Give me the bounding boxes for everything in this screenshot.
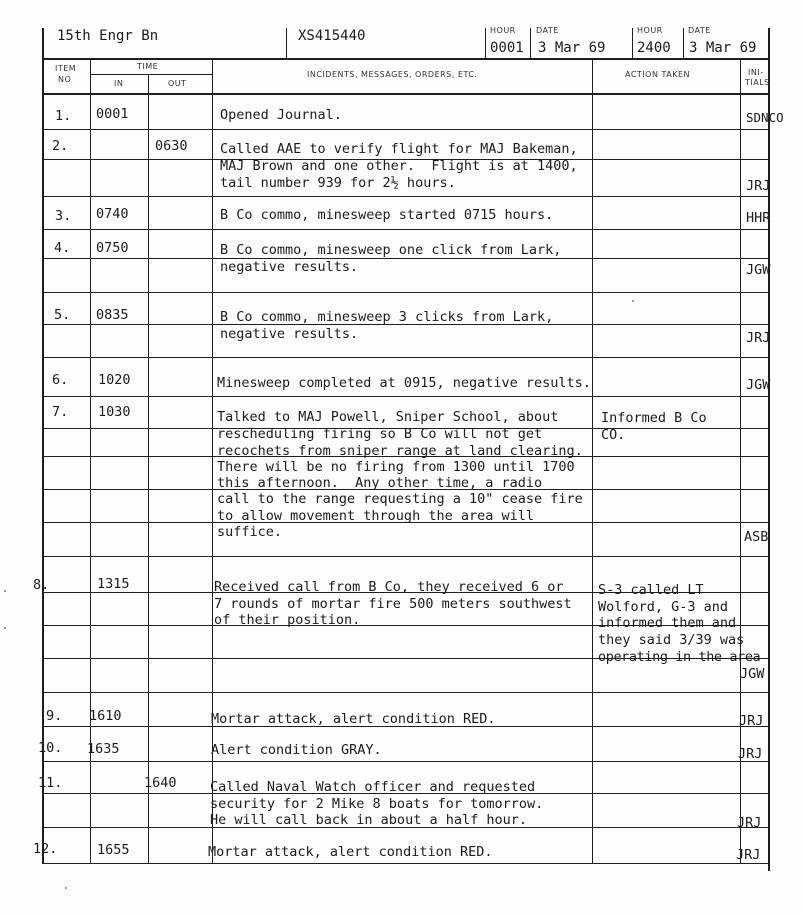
time-in: 1315	[97, 576, 130, 592]
incident-text: suffice.	[217, 524, 283, 540]
initials: JGW	[746, 262, 771, 278]
date-label-to: DATE	[688, 26, 711, 35]
time-in: 1655	[97, 842, 130, 858]
col-item-label: ITEM	[55, 64, 77, 73]
frame-header-bottom	[42, 58, 770, 60]
time-in: 1020	[98, 372, 131, 388]
action-text: informed them and	[598, 615, 737, 631]
time-in: 1030	[98, 404, 131, 420]
hour-label-to: HOUR	[637, 26, 663, 35]
frame-right	[768, 28, 770, 871]
time-in: 0740	[96, 206, 129, 222]
from-date: 3 Mar 69	[538, 40, 606, 56]
time-in: 0835	[96, 307, 129, 323]
scan-speck	[4, 590, 6, 592]
action-text: CO.	[601, 427, 626, 443]
time-out: 1640	[144, 775, 177, 791]
incident-text: Called AAE to verify flight for MAJ Bakeman,	[220, 141, 578, 157]
initials: JRJ	[746, 178, 771, 194]
action-text: operating in the area	[598, 649, 761, 665]
incident-text: There will be no firing from 1300 until 1700	[217, 459, 575, 475]
scan-speck	[65, 887, 67, 889]
frame-colhead-bottom	[42, 93, 770, 95]
initials: JGW	[746, 377, 771, 393]
item-number: 6.	[52, 372, 69, 388]
item-number: 4.	[54, 240, 71, 256]
col-initials-label-2: TIALS	[745, 78, 770, 87]
item-number: 2.	[52, 138, 69, 154]
incident-text: B Co commo, minesweep one click from Lark,	[220, 242, 562, 258]
time-in: 1610	[89, 708, 122, 724]
initials: ASB	[744, 529, 769, 545]
item-number: 12.	[33, 841, 58, 857]
scan-speck	[4, 627, 6, 629]
item-number: 8.	[33, 577, 50, 593]
action-text: they said 3/39 was	[598, 632, 745, 648]
incident-text: call to the range requesting a 10" cease fire	[217, 491, 583, 507]
action-text: Wolford, G-3 and	[598, 599, 729, 615]
col-time-label: TIME	[137, 62, 159, 71]
incident-text: B Co commo, minesweep 3 clicks from Lark,	[220, 309, 554, 325]
time-in: 0001	[96, 106, 129, 122]
incident-text: this afternoon. Any other time, a radio	[217, 475, 543, 491]
col-line-action	[740, 58, 741, 864]
item-number: 1.	[55, 108, 72, 124]
incident-text: recochets from sniper range at land clearing.	[217, 443, 583, 459]
incident-text: negative results.	[220, 326, 359, 342]
hour-label-from: HOUR	[490, 26, 516, 35]
item-number: 10.	[38, 740, 63, 756]
incident-text: rescheduling firing so B Co will not get	[217, 426, 543, 442]
time-out: 0630	[155, 138, 188, 154]
item-number: 9.	[46, 708, 63, 724]
initials: JRJ	[738, 746, 763, 762]
col-line-in	[148, 75, 149, 864]
incident-text: Mortar attack, alert condition RED.	[211, 711, 496, 727]
initials: HHR	[746, 210, 771, 226]
incident-text: security for 2 Mike 8 boats for tomorrow.	[210, 796, 544, 812]
from-hour: 0001	[490, 40, 524, 56]
initials: JRJ	[739, 713, 764, 729]
incident-text: Mortar attack, alert condition RED.	[208, 844, 493, 860]
action-text: Informed B Co	[601, 410, 707, 426]
initials: JRJ	[736, 847, 761, 863]
to-hour: 2400	[637, 40, 671, 56]
incident-text: Called Naval Watch officer and requested	[210, 779, 536, 795]
incident-text: Opened Journal.	[220, 107, 342, 123]
item-number: 3.	[55, 208, 72, 224]
incident-text: Received call from B Co, they received 6 or	[214, 579, 564, 595]
scan-speck	[632, 300, 634, 302]
incident-text: tail number 939 for 2½ hours.	[220, 175, 456, 191]
col-line-incidents	[592, 58, 593, 864]
col-time-in-label: IN	[114, 79, 124, 88]
col-item-no-label: NO	[58, 75, 72, 84]
col-incidents-label: INCIDENTS, MESSAGES, ORDERS, ETC.	[307, 70, 478, 79]
initials: SDNCO	[746, 110, 784, 125]
initials: JGW	[740, 666, 765, 682]
grid-reference: XS415440	[298, 28, 366, 44]
frame-left	[42, 28, 44, 863]
item-number: 5.	[54, 307, 71, 323]
date-label-from: DATE	[536, 26, 559, 35]
incident-text: Alert condition GRAY.	[211, 742, 382, 758]
incident-text: Talked to MAJ Powell, Sniper School, about	[217, 409, 559, 425]
col-initials-label-1: INI-	[748, 68, 764, 77]
incident-text: He will call back in about a half hour.	[210, 812, 527, 828]
incident-text: Minesweep completed at 0915, negative results.	[217, 375, 591, 391]
col-time-out-label: OUT	[168, 79, 187, 88]
unit-name: 15th Engr Bn	[57, 28, 159, 44]
incident-text: to allow movement through the area will	[217, 508, 534, 524]
action-text: S-3 called LT	[598, 582, 704, 598]
incident-text: B Co commo, minesweep started 0715 hours.	[220, 207, 554, 223]
incident-text: of their position.	[214, 612, 361, 628]
item-number: 7.	[52, 404, 69, 420]
incident-text: MAJ Brown and one other. Flight is at 1400,	[220, 158, 578, 174]
to-date: 3 Mar 69	[689, 40, 757, 56]
item-number: 11.	[38, 775, 63, 791]
col-action-label: ACTION TAKEN	[625, 70, 691, 79]
time-in: 1635	[87, 741, 120, 757]
initials: JRJ	[737, 815, 762, 831]
time-in: 0750	[96, 240, 129, 256]
initials: JRJ	[746, 330, 771, 346]
incident-text: 7 rounds of mortar fire 500 meters southwest	[214, 596, 572, 612]
incident-text: negative results.	[220, 259, 359, 275]
